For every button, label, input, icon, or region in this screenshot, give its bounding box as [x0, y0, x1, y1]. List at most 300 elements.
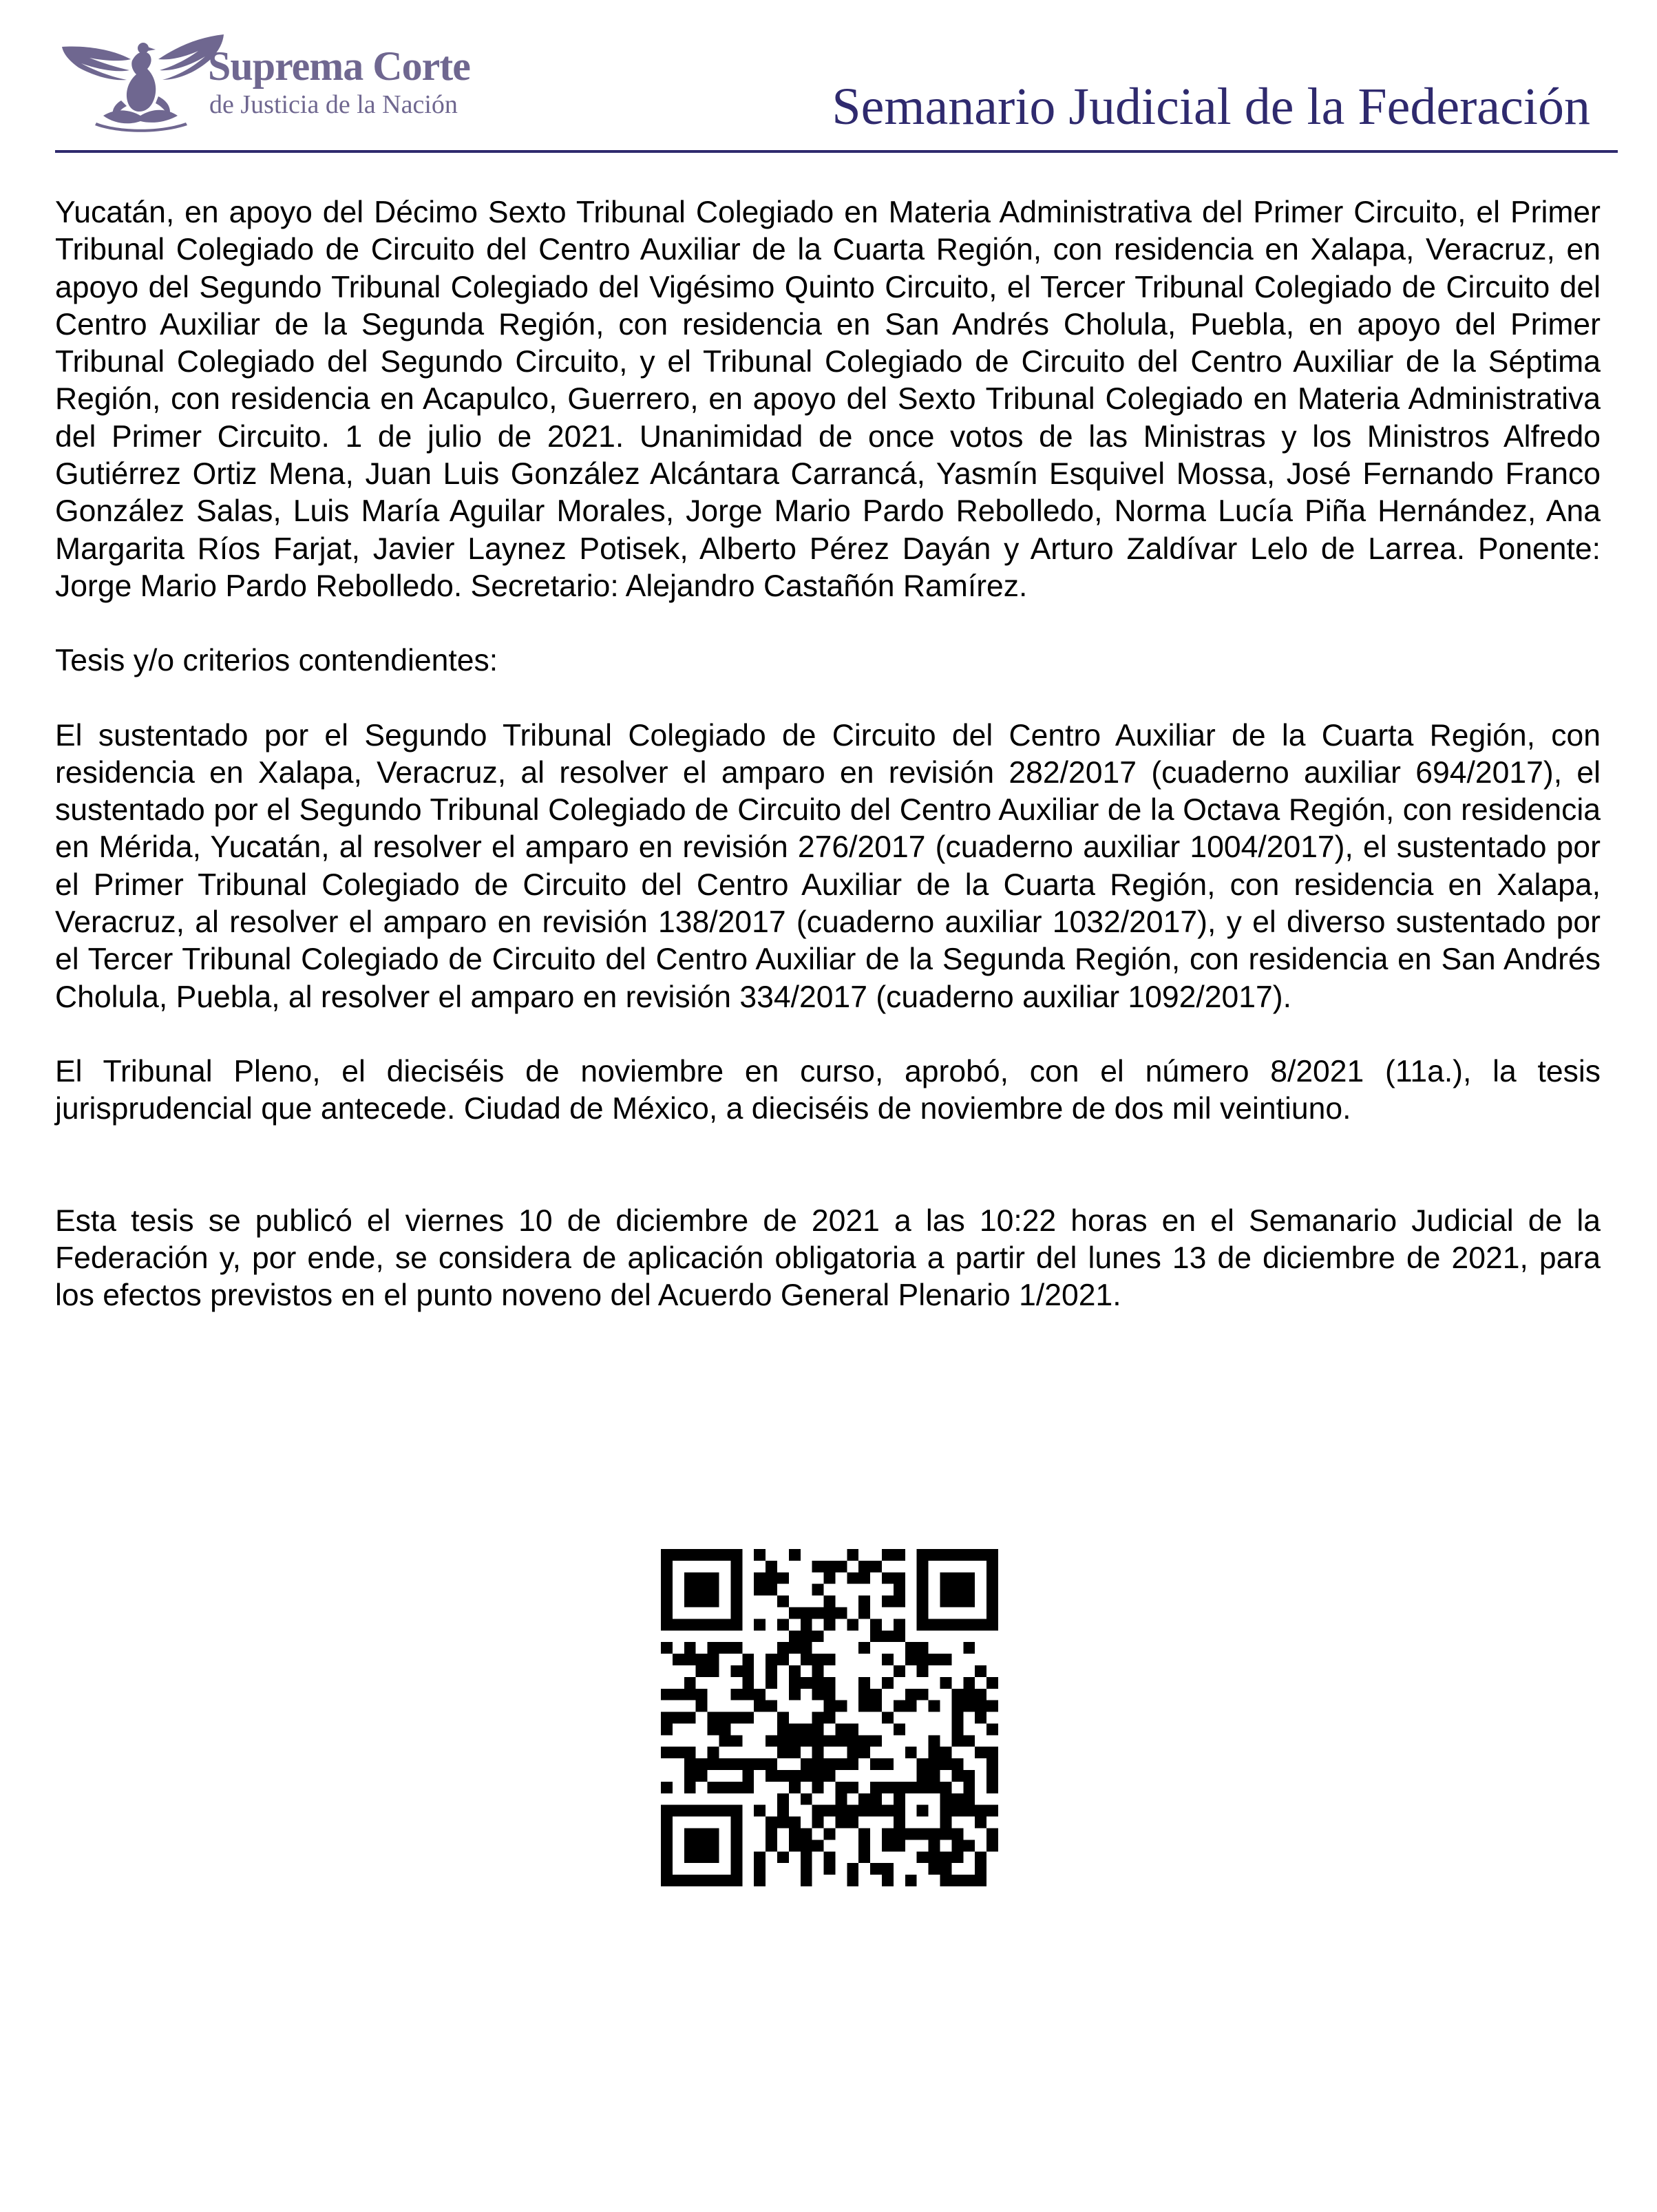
qr-module [766, 1700, 777, 1712]
qr-module [951, 1840, 963, 1851]
qr-module [789, 1642, 801, 1654]
qr-module [986, 1782, 998, 1793]
qr-module [835, 1735, 847, 1747]
qr-module [801, 1875, 812, 1886]
qr-module [684, 1758, 696, 1770]
qr-module [894, 1596, 905, 1608]
qr-module [730, 1829, 742, 1840]
qr-module [777, 1851, 789, 1863]
qr-module [812, 1607, 824, 1619]
qr-module [963, 1572, 975, 1584]
qr-module [777, 1747, 789, 1758]
qr-module [824, 1689, 836, 1700]
qr-module [684, 1689, 696, 1700]
qr-module [870, 1700, 882, 1712]
qr-module [696, 1584, 708, 1596]
qr-module [673, 1875, 684, 1886]
qr-module [835, 1561, 847, 1572]
qr-module [870, 1619, 882, 1630]
qr-module [754, 1689, 766, 1700]
qr-module [708, 1642, 719, 1654]
qr-module [754, 1863, 766, 1875]
qr-module [708, 1596, 719, 1608]
qr-module [905, 1829, 917, 1840]
paragraph-criteria: El sustentado por el Segundo Tribunal Colegiado de Circuito del Centro Auxiliar de la Cuarta Región, con residencia en Xalapa, Veracruz, al resolver el amparo en revisión 282/2017 (cuaderno auxiliar 694/2017), el sustentado por el Segundo Tribunal Colegiado de Circuito del Centro Auxiliar de la Octava Región, con residencia en Mérida, Yucatán, al resolver el amparo en revisión 276/2017 (cuaderno auxiliar 1004/2017), el sustentado por el Primer Tribunal Colegiado de Circuito del Centro Auxiliar de la Cuarta Región, con residencia en Xalapa, Veracruz, al resolver el amparo en revisión 138/2017 (cuaderno auxiliar 1032/2017), y el diverso sustentado por el Tercer Tribunal Colegiado de Circuito del Centro Auxiliar de la Segunda Región, con residencia en San Andrés Cholula, Puebla, al resolver el amparo en revisión 334/2017 (cuaderno auxiliar 1092/2017). [55, 718, 1601, 1014]
qr-module [894, 1549, 905, 1561]
qr-module [708, 1829, 719, 1840]
qr-module [824, 1596, 836, 1608]
qr-module [929, 1700, 940, 1712]
qr-module [754, 1851, 766, 1863]
qr-module [708, 1851, 719, 1863]
qr-module [882, 1630, 894, 1642]
qr-module [789, 1770, 801, 1782]
qr-module [684, 1584, 696, 1596]
qr-module [754, 1549, 766, 1561]
qr-module [708, 1619, 719, 1630]
qr-module [661, 1863, 673, 1875]
qr-module [777, 1735, 789, 1747]
qr-module [882, 1805, 894, 1817]
qr-module [940, 1677, 952, 1689]
qr-module [789, 1607, 801, 1619]
qr-module [673, 1747, 684, 1758]
qr-module [766, 1677, 777, 1689]
qr-module [894, 1829, 905, 1840]
qr-module [929, 1851, 940, 1863]
qr-module [696, 1851, 708, 1863]
qr-module [812, 1817, 824, 1829]
qr-module [777, 1596, 789, 1608]
qr-module [754, 1805, 766, 1817]
qr-module [824, 1607, 836, 1619]
qr-module [894, 1572, 905, 1584]
qr-module [929, 1840, 940, 1851]
qr-module [986, 1770, 998, 1782]
qr-module [742, 1665, 754, 1677]
qr-module [696, 1549, 708, 1561]
page-header [55, 17, 1618, 154]
qr-module [684, 1619, 696, 1630]
qr-module [975, 1689, 986, 1700]
qr-module [917, 1689, 929, 1700]
qr-module [975, 1875, 986, 1886]
qr-module [673, 1689, 684, 1700]
qr-module [975, 1817, 986, 1829]
qr-module [929, 1619, 940, 1630]
qr-module [894, 1630, 905, 1642]
qr-module [963, 1735, 975, 1747]
qr-module [696, 1572, 708, 1584]
qr-module [917, 1572, 929, 1584]
header-divider [55, 150, 1618, 153]
qr-module [847, 1805, 858, 1817]
qr-module [847, 1782, 858, 1793]
qr-module [708, 1782, 719, 1793]
qr-module [696, 1805, 708, 1817]
qr-module [917, 1619, 929, 1630]
qr-module [661, 1561, 673, 1572]
qr-module [661, 1851, 673, 1863]
qr-module [661, 1619, 673, 1630]
qr-module [975, 1700, 986, 1712]
eagle-emblem-icon [55, 19, 227, 136]
qr-module [858, 1747, 870, 1758]
qr-module [801, 1840, 812, 1851]
qr-module [730, 1805, 742, 1817]
qr-module [882, 1782, 894, 1793]
qr-module [858, 1572, 870, 1584]
qr-module [684, 1851, 696, 1863]
qr-module [684, 1875, 696, 1886]
qr-module [812, 1758, 824, 1770]
qr-module [847, 1572, 858, 1584]
qr-module [730, 1549, 742, 1561]
qr-module [917, 1584, 929, 1596]
qr-module [708, 1875, 719, 1886]
qr-module [661, 1596, 673, 1608]
qr-module [975, 1549, 986, 1561]
qr-module [730, 1782, 742, 1793]
qr-module [882, 1654, 894, 1665]
qr-module [917, 1829, 929, 1840]
qr-module [661, 1549, 673, 1561]
qr-module [684, 1549, 696, 1561]
qr-module [742, 1712, 754, 1724]
qr-module [905, 1700, 917, 1712]
qr-module [858, 1642, 870, 1654]
qr-module [661, 1782, 673, 1793]
qr-module [986, 1677, 998, 1689]
qr-module [951, 1758, 963, 1770]
qr-module [824, 1805, 836, 1817]
qr-module [894, 1793, 905, 1805]
qr-module [766, 1584, 777, 1596]
qr-module [963, 1677, 975, 1689]
qr-module [661, 1723, 673, 1735]
qr-module [824, 1770, 836, 1782]
journal-title: Semanario Judicial de la Federación [832, 78, 1590, 136]
qr-module [894, 1782, 905, 1793]
qr-module [929, 1782, 940, 1793]
qr-module [835, 1793, 847, 1805]
qr-module [824, 1700, 836, 1712]
qr-module [801, 1677, 812, 1689]
qr-module [766, 1735, 777, 1747]
qr-module [917, 1642, 929, 1654]
qr-module [812, 1584, 824, 1596]
qr-module [940, 1863, 952, 1875]
qr-module [963, 1805, 975, 1817]
qr-module [917, 1851, 929, 1863]
qr-module [661, 1572, 673, 1584]
qr-module [742, 1677, 754, 1689]
qr-module [673, 1619, 684, 1630]
qr-module [882, 1840, 894, 1851]
qr-module [708, 1758, 719, 1770]
qr-module [847, 1549, 858, 1561]
qr-module [730, 1561, 742, 1572]
logo-subtitle: de Justicia de la Nación [209, 90, 458, 119]
qr-module [917, 1758, 929, 1770]
qr-module [801, 1770, 812, 1782]
qr-module [801, 1642, 812, 1654]
qr-module [963, 1619, 975, 1630]
qr-module [847, 1735, 858, 1747]
qr-module [801, 1851, 812, 1863]
qr-module [812, 1735, 824, 1747]
qr-module [951, 1572, 963, 1584]
qr-module [766, 1770, 777, 1782]
qr-module [824, 1829, 836, 1840]
qr-module [696, 1758, 708, 1770]
qr-module [801, 1735, 812, 1747]
qr-module [789, 1630, 801, 1642]
qr-module [940, 1654, 952, 1665]
qr-module [847, 1758, 858, 1770]
qr-module [812, 1840, 824, 1851]
paragraph-criteria-label: Tesis y/o criterios contendientes: [55, 644, 498, 678]
qr-module [742, 1770, 754, 1782]
qr-module [684, 1712, 696, 1724]
qr-module [894, 1700, 905, 1712]
qr-module [661, 1712, 673, 1724]
qr-module [789, 1840, 801, 1851]
qr-module [858, 1677, 870, 1689]
qr-module [975, 1805, 986, 1817]
qr-module [730, 1572, 742, 1584]
qr-module [951, 1619, 963, 1630]
qr-module [812, 1782, 824, 1793]
qr-module [801, 1654, 812, 1665]
qr-module [951, 1712, 963, 1724]
qr-module [812, 1630, 824, 1642]
qr-module [951, 1700, 963, 1712]
qr-module [730, 1817, 742, 1829]
qr-module [719, 1875, 730, 1886]
qr-module [870, 1561, 882, 1572]
qr-module [870, 1863, 882, 1875]
qr-module [986, 1829, 998, 1840]
qr-module [905, 1642, 917, 1654]
qr-module [963, 1642, 975, 1654]
qr-module [824, 1863, 836, 1875]
qr-module [986, 1596, 998, 1608]
qr-module [661, 1875, 673, 1886]
qr-module [882, 1875, 894, 1886]
qr-module [766, 1758, 777, 1770]
qr-module [789, 1829, 801, 1840]
qr-module [882, 1758, 894, 1770]
qr-module [684, 1642, 696, 1654]
qr-module [882, 1596, 894, 1608]
qr-module [673, 1712, 684, 1724]
qr-module [917, 1782, 929, 1793]
qr-module [789, 1747, 801, 1758]
qr-module [975, 1747, 986, 1758]
qr-module [917, 1770, 929, 1782]
qr-module [858, 1596, 870, 1608]
qr-module [673, 1805, 684, 1817]
qr-module [730, 1619, 742, 1630]
qr-module [730, 1840, 742, 1851]
qr-module [777, 1619, 789, 1630]
qr-module [661, 1747, 673, 1758]
qr-module [742, 1654, 754, 1665]
qr-module [894, 1619, 905, 1630]
qr-module [777, 1723, 789, 1735]
qr-module [858, 1735, 870, 1747]
qr-module [730, 1665, 742, 1677]
qr-module [870, 1735, 882, 1747]
qr-module [858, 1805, 870, 1817]
qr-module [835, 1723, 847, 1735]
qr-module [684, 1829, 696, 1840]
qr-module [824, 1561, 836, 1572]
qr-module [986, 1561, 998, 1572]
qr-module [801, 1758, 812, 1770]
qr-module [963, 1782, 975, 1793]
qr-module [708, 1572, 719, 1584]
qr-module [696, 1596, 708, 1608]
qr-module [894, 1805, 905, 1817]
qr-module [684, 1677, 696, 1689]
qr-module [929, 1549, 940, 1561]
qr-module [951, 1851, 963, 1863]
qr-module [742, 1782, 754, 1793]
qr-module [858, 1793, 870, 1805]
qr-module [929, 1654, 940, 1665]
qr-module [708, 1584, 719, 1596]
qr-module [684, 1770, 696, 1782]
qr-module [975, 1863, 986, 1875]
qr-module [696, 1665, 708, 1677]
qr-module [824, 1619, 836, 1630]
qr-module [719, 1549, 730, 1561]
logo-title: Suprema Corte [208, 43, 470, 89]
document-body [55, 194, 1601, 1314]
qr-module [951, 1723, 963, 1735]
qr-module [951, 1549, 963, 1561]
qr-module [673, 1549, 684, 1561]
qr-module [789, 1689, 801, 1700]
qr-module [708, 1665, 719, 1677]
qr-module [975, 1619, 986, 1630]
qr-module [940, 1758, 952, 1770]
qr-module [986, 1700, 998, 1712]
qr-module [847, 1619, 858, 1630]
qr-module [719, 1805, 730, 1817]
qr-module [858, 1700, 870, 1712]
qr-module [801, 1863, 812, 1875]
qr-module [917, 1596, 929, 1608]
qr-module [730, 1712, 742, 1724]
paragraph-plenary: El Tribunal Pleno, el dieciséis de noviembre en curso, aprobó, con el número 8/2021 (11a.), la tesis jurisprudencial que antecede. Ciudad de México, a dieciséis de noviembre de dos mil veintiuno. [55, 1054, 1601, 1126]
qr-module [789, 1817, 801, 1829]
qr-module [917, 1607, 929, 1619]
qr-module [754, 1584, 766, 1596]
qr-module [730, 1584, 742, 1596]
qr-module [754, 1619, 766, 1630]
qr-module [766, 1829, 777, 1840]
qr-module [766, 1665, 777, 1677]
qr-code-icon [661, 1549, 998, 1886]
qr-module [812, 1561, 824, 1572]
qr-module [742, 1758, 754, 1770]
qr-module [986, 1840, 998, 1851]
qr-module [986, 1619, 998, 1630]
qr-module [940, 1817, 952, 1829]
qr-module [684, 1596, 696, 1608]
qr-module [963, 1793, 975, 1805]
qr-module [963, 1689, 975, 1700]
qr-module [882, 1829, 894, 1840]
qr-module [835, 1805, 847, 1817]
qr-module [894, 1817, 905, 1829]
qr-module [870, 1689, 882, 1700]
qr-module [986, 1723, 998, 1735]
qr-module [835, 1758, 847, 1770]
qr-module [951, 1689, 963, 1700]
qr-module [754, 1758, 766, 1770]
qr-module [847, 1817, 858, 1829]
qr-module [986, 1584, 998, 1596]
qr-module [929, 1829, 940, 1840]
qr-module [661, 1689, 673, 1700]
qr-module [777, 1793, 789, 1805]
qr-module [719, 1619, 730, 1630]
qr-module [951, 1793, 963, 1805]
qr-module [824, 1851, 836, 1863]
qr-module [766, 1654, 777, 1665]
qr-module [824, 1712, 836, 1724]
qr-module [684, 1840, 696, 1851]
qr-module [812, 1770, 824, 1782]
qr-module [951, 1735, 963, 1747]
qr-module [661, 1840, 673, 1851]
qr-module [951, 1875, 963, 1886]
qr-module [719, 1712, 730, 1724]
qr-module [730, 1689, 742, 1700]
qr-module [719, 1642, 730, 1654]
qr-module [801, 1793, 812, 1805]
qr-module [824, 1572, 836, 1584]
qr-module [951, 1829, 963, 1840]
qr-module [847, 1747, 858, 1758]
qr-module [963, 1770, 975, 1782]
qr-module [708, 1654, 719, 1665]
qr-module [975, 1665, 986, 1677]
qr-module [882, 1712, 894, 1724]
qr-module [963, 1875, 975, 1886]
qr-module [940, 1875, 952, 1886]
qr-module [835, 1700, 847, 1712]
qr-module [812, 1654, 824, 1665]
qr-module [684, 1572, 696, 1584]
qr-module [812, 1689, 824, 1700]
qr-module [894, 1840, 905, 1851]
qr-module [894, 1723, 905, 1735]
qr-module [661, 1607, 673, 1619]
qr-module [951, 1805, 963, 1817]
qr-module [730, 1863, 742, 1875]
qr-module [812, 1723, 824, 1735]
qr-module [858, 1829, 870, 1840]
qr-module [870, 1630, 882, 1642]
qr-module [940, 1793, 952, 1805]
qr-module [917, 1805, 929, 1817]
qr-module [835, 1782, 847, 1793]
